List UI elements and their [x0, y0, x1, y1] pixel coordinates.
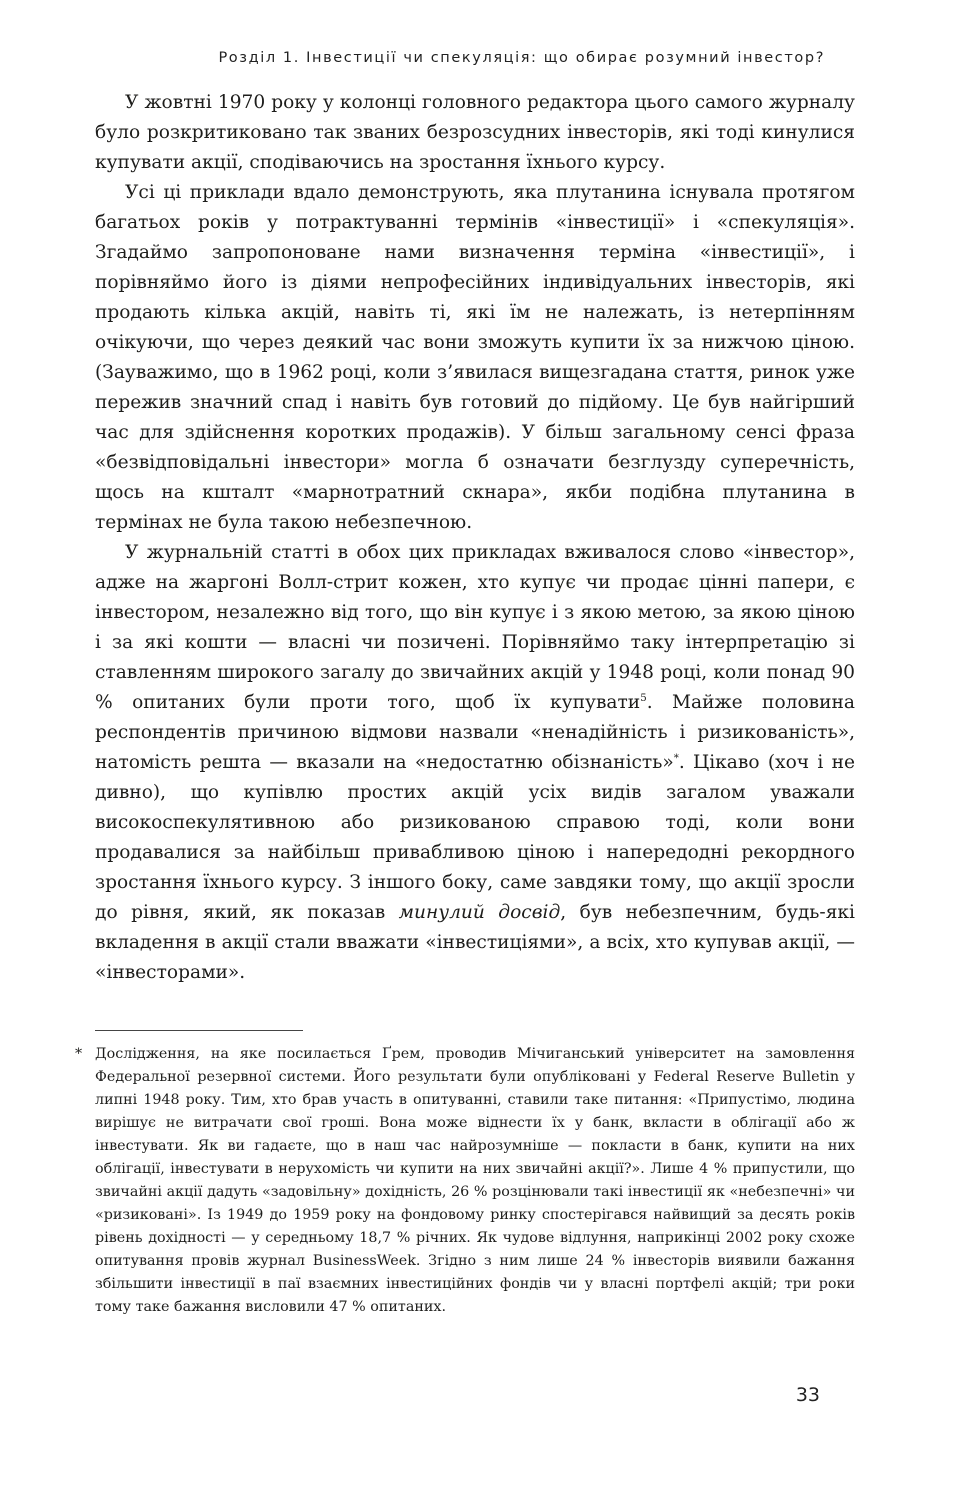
italic-phrase: минулий досвід [398, 902, 561, 923]
footnote-text: Дослідження, на яке посилається Ґрем, проводив Мічиганський університет на замовлення Федеральної резервної системи. Його результати були опубліковані у Federal Reserve Bulletin у липні 1948 року. Тим, хто брав участь в опитуванні, ставили таке питання: «Припустімо, людина вирішує не витрачати свої гроші. Вона може віднести їх у банк, вкласти в облігації або ж інвестувати. Як ви гадаєте, що в наш час найрозумніше — покласти в банк, купити на них облігації, інвестувати в нерухомість чи купити на них звичайні акції?». Лише 4 % припустили, що звичайні акції дадуть «задовільну» дохідність, 26 % розцінювали такі інвестиції як «небезпечні» чи «ризиковані». Із 1949 до 1959 року на фондовому ринку спостерігався найвищий за десять років рівень дохідності — у середньому 18,7 % річних. Як чудове відлуння, наприкінці 2002 року схоже опитування провів журнал BusinessWeek. Згідно з ним лише 24 % інвесторів виявили бажання збільшити інвестиції в паї взаємних інвестиційних фондів чи у власні портфелі акцій; три роки тому таке бажання висловили 47 % опитаних. [95, 1046, 855, 1315]
paragraph-3-text-a: У журнальній статті в обох цих прикладах вживалося слово «інвестор», адже на жаргоні Волл-стрит кожен, хто купує чи продає цінні папери, є інвестором, незалежно від того, що він купує і з якою метою, за якою ціною і за які кошти — власні чи позичені. Порівняймо таку інтерпретацію зі ставленням широкого загалу до звичайних акцій у 1948 році, коли понад 90 % опитаних були проти того, щоб їх купувати [95, 542, 855, 713]
body-text [95, 88, 855, 988]
paragraph-3-text-d: , був небезпечним, будь-які вкладення в акції стали вважати «інвестиціями», а всіх, хто купував акції, — «інвесторами». [95, 902, 856, 983]
paragraph-3-text-b: . Майже половина респондентів причиною відмови назвали «ненадійність і ризикованість», натомість решта — вказали на «недостатню обізнаність» [95, 692, 855, 773]
page-number: 33 [795, 1384, 820, 1406]
paragraph-1: У жовтні 1970 року у колонці головного редактора цього самого журналу було розкритиковано так званих безрозсудних інвесторів, які тоді кинулися купувати акції, сподіваючись на зростання їхнього курсу. [95, 92, 855, 173]
footnote [75, 1043, 855, 1319]
footnote-marker: * [75, 1046, 83, 1062]
footnote-separator [95, 1030, 303, 1031]
paragraph-2: Усі ці приклади вдало демонструють, яка плутанина існувала протягом багатьох років у потрактуванні термінів «інвестиції» і «спекуляція». Згадаймо запропоноване нами визначення терміна «інвестиції», і порівняймо його із діями непрофесійних індивідуальних інвесторів, які продають кілька акцій, навіть ті, які їм не належать, із нетерпінням очікуючи, що через деякий час вони зможуть купити їх за нижчою ціною. (Зауважимо, що в 1962 році, коли з’явилася вищезгадана стаття, ринок уже пережив значний спад і навіть був готовий до підйому. Це був найгірший час для здійснення коротких продажів). У більш загальному сенсі фраза «безвідповідальні інвестори» могла б означати безглузду суперечність, щось на кшталт «марнотратний скнара», якби подібна плутанина в термінах не була такою небезпечною. [95, 182, 855, 533]
paragraph-3 [95, 538, 855, 988]
paragraph-3-text-c: . Цікаво (хоч і не дивно), що купівлю простих акцій усіх видів загалом уважали високоспекулятивною або ризикованою справою тоді, коли вони продавалися за найбільш привабливою ціною і напередодні рекордного зростання їхнього курсу. З іншого боку, саме завдяки тому, що акції зросли до рівня, який, як показав [95, 752, 855, 923]
running-head: Розділ 1. Інвестиції чи спекуляція: що обирає розумний інвестор? [218, 50, 825, 66]
footnote-ref-asterisk[interactable]: * [673, 752, 679, 764]
endnote-ref-5[interactable]: 5 [640, 692, 647, 704]
